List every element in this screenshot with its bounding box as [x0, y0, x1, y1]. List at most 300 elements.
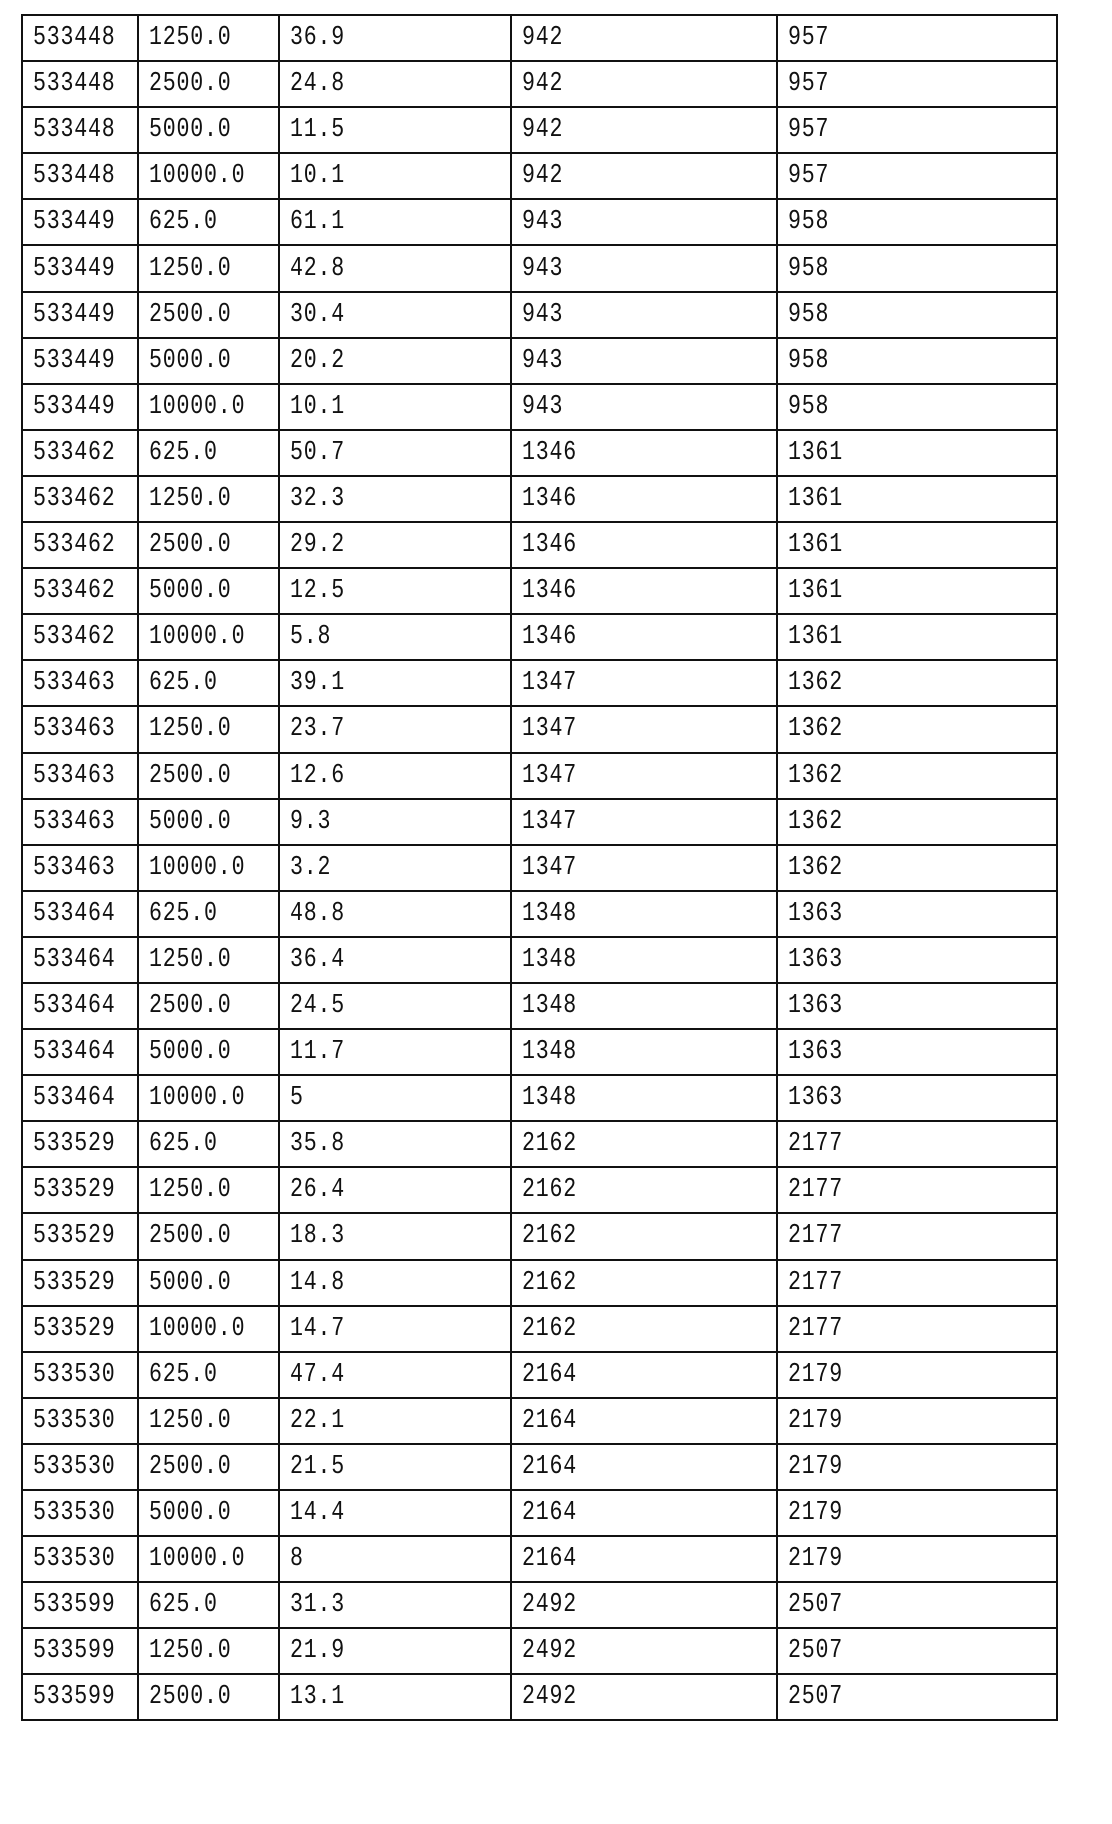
- dose-cell: [138, 799, 279, 845]
- compound-id-cell: [22, 1398, 138, 1444]
- data-table: [21, 14, 1058, 1721]
- table-row: [22, 660, 1057, 706]
- cell-text: 2500.0: [149, 530, 232, 560]
- seq-id-2-cell: [777, 1029, 1057, 1075]
- table-row: [22, 1306, 1057, 1352]
- compound-id-cell: [22, 1444, 138, 1490]
- cell-text: 533529: [33, 1129, 116, 1159]
- compound-id-cell: [22, 799, 138, 845]
- cell-text: 32.3: [290, 484, 345, 514]
- table-row: [22, 107, 1057, 153]
- cell-text: 625.0: [149, 1590, 218, 1620]
- cell-text: 10000.0: [149, 392, 245, 422]
- cell-text: 21.5: [290, 1452, 345, 1482]
- cell-text: 18.3: [290, 1221, 345, 1251]
- cell-text: 12.6: [290, 761, 345, 791]
- cell-text: 1361: [788, 530, 843, 560]
- cell-text: 533463: [33, 761, 116, 791]
- cell-text: 533462: [33, 530, 116, 560]
- value-cell: [279, 199, 511, 245]
- cell-text: 42.8: [290, 254, 345, 284]
- cell-text: 24.5: [290, 991, 345, 1021]
- value-cell: [279, 1167, 511, 1213]
- table-row: [22, 476, 1057, 522]
- table-row: [22, 1398, 1057, 1444]
- cell-text: 1346: [522, 622, 577, 652]
- seq-id-cell: [511, 153, 777, 199]
- seq-id-cell: [511, 1306, 777, 1352]
- value-cell: [279, 1306, 511, 1352]
- cell-text: 533462: [33, 576, 116, 606]
- seq-id-2-cell: [777, 107, 1057, 153]
- cell-text: 1250.0: [149, 484, 232, 514]
- seq-id-cell: [511, 1029, 777, 1075]
- cell-text: 10.1: [290, 161, 345, 191]
- value-cell: [279, 292, 511, 338]
- cell-text: 1363: [788, 899, 843, 929]
- seq-id-cell: [511, 245, 777, 291]
- compound-id-cell: [22, 660, 138, 706]
- dose-cell: [138, 61, 279, 107]
- cell-text: 35.8: [290, 1129, 345, 1159]
- cell-text: 1250.0: [149, 1636, 232, 1666]
- cell-text: 533449: [33, 207, 116, 237]
- seq-id-cell: [511, 199, 777, 245]
- cell-text: 36.9: [290, 23, 345, 53]
- value-cell: [279, 245, 511, 291]
- seq-id-cell: [511, 1674, 777, 1720]
- compound-id-cell: [22, 1260, 138, 1306]
- cell-text: 958: [788, 346, 829, 376]
- cell-text: 943: [522, 392, 563, 422]
- dose-cell: [138, 430, 279, 476]
- table-row: [22, 614, 1057, 660]
- table-row: [22, 1582, 1057, 1628]
- dose-cell: [138, 706, 279, 752]
- seq-id-cell: [511, 1167, 777, 1213]
- cell-text: 533530: [33, 1360, 116, 1390]
- seq-id-2-cell: [777, 706, 1057, 752]
- seq-id-cell: [511, 1352, 777, 1398]
- seq-id-2-cell: [777, 799, 1057, 845]
- value-cell: [279, 799, 511, 845]
- cell-text: 1362: [788, 853, 843, 883]
- cell-text: 1347: [522, 761, 577, 791]
- cell-text: 2507: [788, 1636, 843, 1666]
- cell-text: 1362: [788, 714, 843, 744]
- table-row: [22, 245, 1057, 291]
- compound-id-cell: [22, 61, 138, 107]
- cell-text: 2177: [788, 1129, 843, 1159]
- seq-id-cell: [511, 1121, 777, 1167]
- table-row: [22, 1213, 1057, 1259]
- cell-text: 625.0: [149, 668, 218, 698]
- seq-id-cell: [511, 292, 777, 338]
- cell-text: 2164: [522, 1498, 577, 1528]
- seq-id-cell: [511, 1444, 777, 1490]
- seq-id-2-cell: [777, 522, 1057, 568]
- seq-id-cell: [511, 568, 777, 614]
- value-cell: [279, 61, 511, 107]
- value-cell: [279, 1444, 511, 1490]
- seq-id-cell: [511, 1628, 777, 1674]
- cell-text: 2177: [788, 1314, 843, 1344]
- dose-cell: [138, 937, 279, 983]
- compound-id-cell: [22, 706, 138, 752]
- cell-text: 2164: [522, 1360, 577, 1390]
- dose-cell: [138, 384, 279, 430]
- cell-text: 533448: [33, 161, 116, 191]
- dose-cell: [138, 891, 279, 937]
- cell-text: 533448: [33, 115, 116, 145]
- compound-id-cell: [22, 1306, 138, 1352]
- seq-id-cell: [511, 1582, 777, 1628]
- value-cell: [279, 1536, 511, 1582]
- compound-id-cell: [22, 1121, 138, 1167]
- dose-cell: [138, 983, 279, 1029]
- cell-text: 1250.0: [149, 254, 232, 284]
- cell-text: 1346: [522, 438, 577, 468]
- value-cell: [279, 568, 511, 614]
- value-cell: [279, 1213, 511, 1259]
- seq-id-2-cell: [777, 1352, 1057, 1398]
- dose-cell: [138, 338, 279, 384]
- seq-id-cell: [511, 15, 777, 61]
- cell-text: 2177: [788, 1221, 843, 1251]
- table-row: [22, 61, 1057, 107]
- seq-id-cell: [511, 1260, 777, 1306]
- cell-text: 1250.0: [149, 714, 232, 744]
- cell-text: 30.4: [290, 300, 345, 330]
- table-row: [22, 1674, 1057, 1720]
- cell-text: 2164: [522, 1406, 577, 1436]
- table-row: [22, 568, 1057, 614]
- cell-text: 2164: [522, 1452, 577, 1482]
- cell-text: 533529: [33, 1175, 116, 1205]
- compound-id-cell: [22, 1536, 138, 1582]
- cell-text: 9.3: [290, 807, 331, 837]
- value-cell: [279, 1121, 511, 1167]
- seq-id-cell: [511, 384, 777, 430]
- compound-id-cell: [22, 983, 138, 1029]
- seq-id-2-cell: [777, 660, 1057, 706]
- seq-id-cell: [511, 891, 777, 937]
- compound-id-cell: [22, 107, 138, 153]
- seq-id-2-cell: [777, 1490, 1057, 1536]
- compound-id-cell: [22, 292, 138, 338]
- compound-id-cell: [22, 1075, 138, 1121]
- dose-cell: [138, 1398, 279, 1444]
- cell-text: 2162: [522, 1175, 577, 1205]
- cell-text: 2500.0: [149, 300, 232, 330]
- seq-id-cell: [511, 983, 777, 1029]
- seq-id-2-cell: [777, 1121, 1057, 1167]
- table-body: [22, 15, 1057, 1720]
- seq-id-2-cell: [777, 937, 1057, 983]
- seq-id-2-cell: [777, 1536, 1057, 1582]
- value-cell: [279, 430, 511, 476]
- cell-text: 943: [522, 207, 563, 237]
- cell-text: 10000.0: [149, 1544, 245, 1574]
- table-row: [22, 1444, 1057, 1490]
- cell-text: 12.5: [290, 576, 345, 606]
- dose-cell: [138, 1260, 279, 1306]
- table-row: [22, 845, 1057, 891]
- compound-id-cell: [22, 430, 138, 476]
- seq-id-2-cell: [777, 1213, 1057, 1259]
- seq-id-cell: [511, 476, 777, 522]
- seq-id-2-cell: [777, 292, 1057, 338]
- table-row: [22, 799, 1057, 845]
- cell-text: 942: [522, 115, 563, 145]
- table-row: [22, 891, 1057, 937]
- compound-id-cell: [22, 1167, 138, 1213]
- value-cell: [279, 476, 511, 522]
- dose-cell: [138, 1075, 279, 1121]
- value-cell: [279, 338, 511, 384]
- cell-text: 50.7: [290, 438, 345, 468]
- dose-cell: [138, 1674, 279, 1720]
- table-row: [22, 153, 1057, 199]
- seq-id-cell: [511, 61, 777, 107]
- seq-id-2-cell: [777, 614, 1057, 660]
- seq-id-cell: [511, 1398, 777, 1444]
- cell-text: 1363: [788, 945, 843, 975]
- cell-text: 533599: [33, 1590, 116, 1620]
- dose-cell: [138, 1444, 279, 1490]
- table-row: [22, 1029, 1057, 1075]
- cell-text: 1346: [522, 530, 577, 560]
- dose-cell: [138, 292, 279, 338]
- cell-text: 10000.0: [149, 622, 245, 652]
- table-row: [22, 1075, 1057, 1121]
- value-cell: [279, 1674, 511, 1720]
- seq-id-cell: [511, 753, 777, 799]
- value-cell: [279, 845, 511, 891]
- cell-text: 958: [788, 300, 829, 330]
- cell-text: 625.0: [149, 438, 218, 468]
- cell-text: 23.7: [290, 714, 345, 744]
- cell-text: 533462: [33, 484, 116, 514]
- seq-id-2-cell: [777, 199, 1057, 245]
- cell-text: 11.7: [290, 1037, 345, 1067]
- seq-id-cell: [511, 338, 777, 384]
- cell-text: 10000.0: [149, 853, 245, 883]
- table-row: [22, 1167, 1057, 1213]
- cell-text: 533529: [33, 1268, 116, 1298]
- cell-text: 533530: [33, 1498, 116, 1528]
- cell-text: 942: [522, 69, 563, 99]
- cell-text: 1348: [522, 899, 577, 929]
- value-cell: [279, 384, 511, 430]
- value-cell: [279, 1075, 511, 1121]
- cell-text: 1361: [788, 484, 843, 514]
- cell-text: 1361: [788, 438, 843, 468]
- cell-text: 533464: [33, 899, 116, 929]
- dose-cell: [138, 1029, 279, 1075]
- cell-text: 625.0: [149, 207, 218, 237]
- cell-text: 533529: [33, 1314, 116, 1344]
- cell-text: 1346: [522, 484, 577, 514]
- value-cell: [279, 983, 511, 1029]
- seq-id-2-cell: [777, 983, 1057, 1029]
- cell-text: 1347: [522, 853, 577, 883]
- seq-id-2-cell: [777, 384, 1057, 430]
- cell-text: 2179: [788, 1360, 843, 1390]
- table-row: [22, 522, 1057, 568]
- cell-text: 2164: [522, 1544, 577, 1574]
- compound-id-cell: [22, 1628, 138, 1674]
- cell-text: 10000.0: [149, 1314, 245, 1344]
- seq-id-2-cell: [777, 1398, 1057, 1444]
- seq-id-cell: [511, 845, 777, 891]
- cell-text: 2507: [788, 1682, 843, 1712]
- dose-cell: [138, 1582, 279, 1628]
- seq-id-2-cell: [777, 476, 1057, 522]
- seq-id-cell: [511, 614, 777, 660]
- cell-text: 2162: [522, 1129, 577, 1159]
- cell-text: 5000.0: [149, 346, 232, 376]
- cell-text: 2492: [522, 1636, 577, 1666]
- cell-text: 533599: [33, 1682, 116, 1712]
- cell-text: 48.8: [290, 899, 345, 929]
- cell-text: 2177: [788, 1175, 843, 1205]
- cell-text: 1363: [788, 1083, 843, 1113]
- cell-text: 957: [788, 23, 829, 53]
- cell-text: 1348: [522, 1083, 577, 1113]
- cell-text: 5000.0: [149, 807, 232, 837]
- seq-id-cell: [511, 799, 777, 845]
- cell-text: 2179: [788, 1544, 843, 1574]
- cell-text: 2179: [788, 1498, 843, 1528]
- cell-text: 958: [788, 392, 829, 422]
- cell-text: 20.2: [290, 346, 345, 376]
- cell-text: 958: [788, 254, 829, 284]
- seq-id-2-cell: [777, 245, 1057, 291]
- compound-id-cell: [22, 937, 138, 983]
- cell-text: 1362: [788, 761, 843, 791]
- seq-id-cell: [511, 660, 777, 706]
- cell-text: 533449: [33, 300, 116, 330]
- dose-cell: [138, 1628, 279, 1674]
- cell-text: 61.1: [290, 207, 345, 237]
- cell-text: 8: [290, 1544, 304, 1574]
- table-row: [22, 199, 1057, 245]
- seq-id-cell: [511, 937, 777, 983]
- seq-id-2-cell: [777, 1674, 1057, 1720]
- dose-cell: [138, 1167, 279, 1213]
- cell-text: 957: [788, 115, 829, 145]
- table-row: [22, 1121, 1057, 1167]
- cell-text: 2162: [522, 1221, 577, 1251]
- value-cell: [279, 1490, 511, 1536]
- dose-cell: [138, 845, 279, 891]
- cell-text: 3.2: [290, 853, 331, 883]
- cell-text: 1250.0: [149, 1406, 232, 1436]
- cell-text: 31.3: [290, 1590, 345, 1620]
- cell-text: 533462: [33, 622, 116, 652]
- cell-text: 2492: [522, 1682, 577, 1712]
- dose-cell: [138, 245, 279, 291]
- cell-text: 1347: [522, 807, 577, 837]
- cell-text: 533448: [33, 23, 116, 53]
- compound-id-cell: [22, 753, 138, 799]
- dose-cell: [138, 107, 279, 153]
- seq-id-2-cell: [777, 338, 1057, 384]
- table-row: [22, 1352, 1057, 1398]
- table-row: [22, 384, 1057, 430]
- dose-cell: [138, 1490, 279, 1536]
- cell-text: 5000.0: [149, 1037, 232, 1067]
- cell-text: 533464: [33, 991, 116, 1021]
- compound-id-cell: [22, 476, 138, 522]
- cell-text: 533463: [33, 853, 116, 883]
- seq-id-2-cell: [777, 1582, 1057, 1628]
- cell-text: 1250.0: [149, 1175, 232, 1205]
- compound-id-cell: [22, 245, 138, 291]
- compound-id-cell: [22, 338, 138, 384]
- cell-text: 533462: [33, 438, 116, 468]
- cell-text: 943: [522, 254, 563, 284]
- cell-text: 2500.0: [149, 991, 232, 1021]
- cell-text: 2500.0: [149, 69, 232, 99]
- value-cell: [279, 15, 511, 61]
- cell-text: 533449: [33, 346, 116, 376]
- cell-text: 1348: [522, 991, 577, 1021]
- compound-id-cell: [22, 199, 138, 245]
- seq-id-2-cell: [777, 568, 1057, 614]
- compound-id-cell: [22, 153, 138, 199]
- cell-text: 5: [290, 1083, 304, 1113]
- cell-text: 943: [522, 346, 563, 376]
- cell-text: 1348: [522, 945, 577, 975]
- cell-text: 21.9: [290, 1636, 345, 1666]
- cell-text: 5.8: [290, 622, 331, 652]
- value-cell: [279, 107, 511, 153]
- seq-id-2-cell: [777, 1306, 1057, 1352]
- seq-id-cell: [511, 522, 777, 568]
- cell-text: 2507: [788, 1590, 843, 1620]
- cell-text: 10000.0: [149, 161, 245, 191]
- compound-id-cell: [22, 1213, 138, 1259]
- value-cell: [279, 937, 511, 983]
- cell-text: 10000.0: [149, 1083, 245, 1113]
- cell-text: 1250.0: [149, 23, 232, 53]
- table-row: [22, 430, 1057, 476]
- value-cell: [279, 153, 511, 199]
- value-cell: [279, 1398, 511, 1444]
- cell-text: 533464: [33, 1037, 116, 1067]
- cell-text: 533464: [33, 1083, 116, 1113]
- dose-cell: [138, 1121, 279, 1167]
- cell-text: 1362: [788, 668, 843, 698]
- cell-text: 26.4: [290, 1175, 345, 1205]
- cell-text: 14.7: [290, 1314, 345, 1344]
- cell-text: 2162: [522, 1268, 577, 1298]
- cell-text: 533530: [33, 1406, 116, 1436]
- cell-text: 5000.0: [149, 115, 232, 145]
- cell-text: 533463: [33, 807, 116, 837]
- value-cell: [279, 1352, 511, 1398]
- seq-id-cell: [511, 107, 777, 153]
- compound-id-cell: [22, 845, 138, 891]
- value-cell: [279, 660, 511, 706]
- cell-text: 533530: [33, 1452, 116, 1482]
- cell-text: 957: [788, 69, 829, 99]
- table-row: [22, 1536, 1057, 1582]
- cell-text: 14.8: [290, 1268, 345, 1298]
- value-cell: [279, 891, 511, 937]
